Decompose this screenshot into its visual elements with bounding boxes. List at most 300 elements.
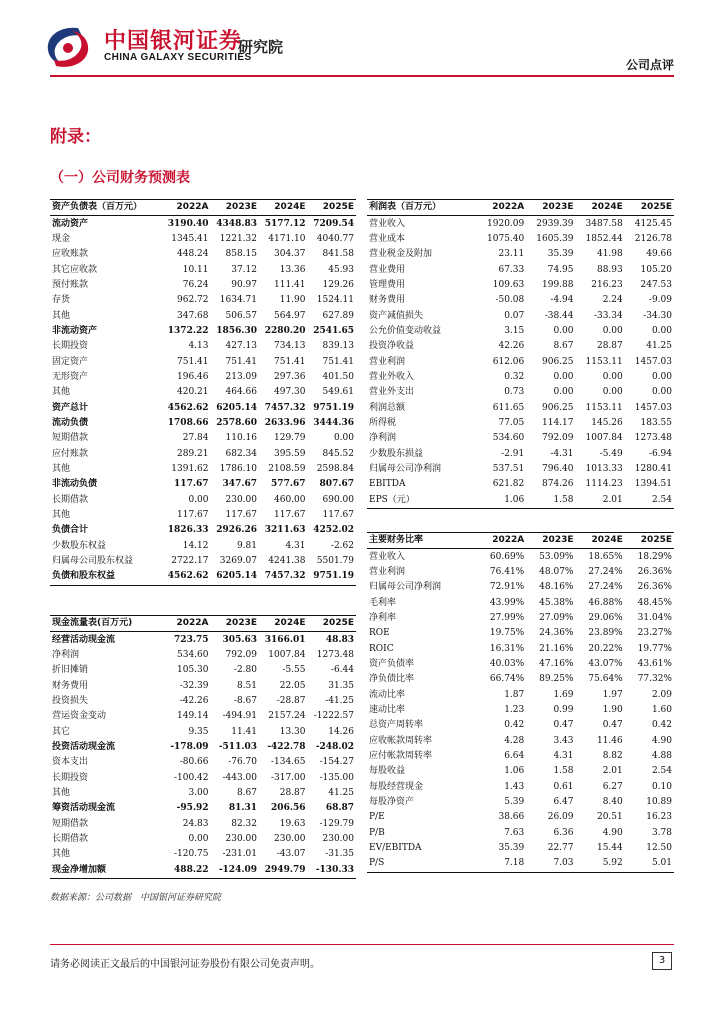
table-cell: 15.44	[596, 843, 623, 854]
row-label: 营业税金及附加	[369, 249, 433, 260]
table-cell: 0.07	[504, 310, 525, 321]
table-row	[50, 755, 356, 770]
table-cell: 43.61%	[637, 658, 672, 669]
table-cell: 1273.48	[316, 649, 354, 660]
table-cell: 1.06	[477, 493, 526, 509]
table-cell: 81.31	[228, 803, 257, 814]
table-row	[367, 216, 674, 232]
table-cell: 464.66	[225, 387, 257, 398]
table-cell: 297.36	[274, 371, 306, 382]
table-row	[50, 278, 356, 293]
row-label: 负债和股东权益	[50, 569, 162, 585]
table-cell: 23.89%	[588, 628, 623, 639]
disclaimer-text: 请务必阅读正文最后的中国银河证券股份有限公司免责声明。	[50, 959, 320, 970]
row-label: 其他	[52, 787, 71, 798]
row-label: EPS（元）	[367, 493, 477, 509]
table-cell: 37.12	[231, 264, 257, 275]
table-cell: 4.31	[553, 750, 574, 761]
table-cell: 8.51	[236, 680, 257, 691]
table-cell: -248.02	[315, 741, 354, 752]
table-cell: -135.00	[319, 772, 354, 783]
row-label: 其它应收款	[52, 264, 98, 275]
table-cell: 497.30	[274, 387, 306, 398]
table-cell: 2578.60	[216, 417, 257, 428]
table-cell: 2157.24	[268, 711, 306, 722]
table-cell: 45.93	[328, 264, 354, 275]
table-cell: -154.27	[319, 757, 354, 768]
table-cell: 4.90	[602, 827, 623, 838]
row-label: 应收帐款周转率	[369, 735, 433, 746]
table-cell: 3.00	[188, 787, 209, 798]
financial-ratios-table	[367, 532, 674, 873]
table-cell: -38.44	[544, 310, 574, 321]
table-cell: 22.77	[547, 843, 574, 854]
table-cell: -494.91	[222, 711, 257, 722]
table-cell: 845.52	[322, 448, 354, 459]
row-label: 固定资产	[52, 356, 89, 367]
table-cell: 537.51	[492, 464, 525, 475]
row-label: 短期借款	[52, 433, 89, 444]
table-cell: 460.00	[274, 494, 306, 505]
table-cell: 12.50	[646, 843, 672, 854]
table-cell: 627.89	[322, 310, 354, 321]
table-cell: 27.24%	[588, 582, 623, 593]
table-row	[367, 718, 674, 733]
row-label: 投资净收益	[369, 341, 415, 352]
table-cell: 1013.33	[585, 464, 623, 475]
table-row	[367, 400, 674, 415]
table-row	[367, 856, 674, 872]
table-cell: 43.07%	[588, 658, 623, 669]
table-cell: 564.97	[274, 310, 306, 321]
table-cell: -50.08	[495, 295, 525, 306]
table-header-row	[367, 200, 674, 216]
table-cell: 7.03	[526, 856, 575, 872]
table-cell: -124.09	[211, 863, 260, 879]
table-cell: 1221.32	[219, 233, 257, 244]
row-label: 资产负债率	[369, 658, 415, 669]
table-cell: 0.00	[553, 387, 574, 398]
table-cell: 16.23	[646, 812, 672, 823]
table-cell: 621.82	[492, 479, 525, 490]
table-cell: 1394.51	[634, 479, 672, 490]
table-row	[367, 733, 674, 748]
table-cell: 4.88	[651, 750, 672, 761]
table-cell: -43.07	[276, 849, 306, 860]
table-cell: 4.28	[504, 735, 525, 746]
table-title: 主要财务比率	[367, 533, 477, 549]
table-cell: 6.27	[602, 781, 623, 792]
column-header: 2025E	[625, 200, 674, 216]
row-label: 现金净增加额	[50, 863, 162, 879]
table-row	[367, 687, 674, 702]
table-row	[50, 816, 356, 831]
table-cell: -8.67	[233, 695, 257, 706]
table-cell: 19.63	[279, 818, 306, 829]
table-title: 利润表（百万元）	[367, 200, 477, 216]
table-cell: 1153.11	[585, 356, 623, 367]
row-label: 其他	[52, 849, 71, 860]
table-cell: 199.88	[542, 279, 574, 290]
table-cell: 0.00	[602, 387, 623, 398]
table-cell: 2722.17	[171, 556, 209, 567]
table-header-row	[50, 616, 356, 632]
table-cell: 18.29%	[637, 551, 672, 562]
table-cell: 19.77%	[637, 643, 672, 654]
table-cell: -95.92	[176, 803, 209, 814]
table-cell: 145.26	[591, 417, 623, 428]
table-cell: 88.93	[596, 264, 623, 275]
row-label: 营业利润	[369, 566, 406, 577]
table-cell: 48.45%	[637, 597, 672, 608]
table-cell: 89.25%	[539, 674, 574, 685]
data-source-note: 数据来源：公司数据 中国银河证券研究院	[50, 893, 222, 903]
table-cell: 76.41%	[489, 566, 525, 577]
table-row	[367, 780, 674, 795]
table-cell: 14.26	[328, 726, 354, 737]
row-label: 长期投资	[52, 772, 89, 783]
row-label: 净利润	[369, 433, 397, 444]
table-cell: 10.89	[646, 797, 672, 808]
table-cell: 27.09%	[539, 612, 574, 623]
table-cell: 48.83	[325, 634, 354, 645]
table-cell: 117.67	[177, 510, 209, 521]
row-label: 预付账款	[52, 279, 89, 290]
table-cell: 690.00	[322, 494, 354, 505]
table-cell: 2.24	[602, 295, 623, 306]
footer-divider	[50, 944, 674, 945]
table-row	[50, 832, 356, 847]
table-header-row	[50, 200, 356, 216]
table-cell: 117.67	[322, 510, 354, 521]
table-cell: 26.36%	[637, 566, 672, 577]
table-cell: 82.32	[231, 818, 257, 829]
table-cell: -28.87	[276, 695, 306, 706]
row-label: 归属母公司净利润	[369, 582, 442, 593]
table-row	[50, 863, 356, 879]
table-cell: 1524.11	[316, 295, 354, 306]
table-cell: 2541.65	[313, 325, 354, 336]
table-row	[367, 232, 674, 247]
page-header	[0, 0, 724, 80]
galaxy-logo-icon	[42, 24, 94, 70]
row-label: 每股收益	[369, 766, 406, 777]
row-label: 营业收入	[369, 218, 406, 229]
table-cell: 347.68	[177, 310, 209, 321]
table-cell: 734.13	[274, 341, 306, 352]
table-cell: -4.31	[550, 448, 574, 459]
table-cell: 1.69	[553, 689, 574, 700]
table-cell: 206.56	[271, 803, 306, 814]
column-header: 2025E	[308, 616, 357, 632]
table-cell: 1920.09	[487, 218, 525, 229]
table-row	[367, 385, 674, 400]
table-cell: 420.21	[177, 387, 209, 398]
row-label: 净负债比率	[369, 674, 415, 685]
table-cell: 796.40	[542, 464, 574, 475]
table-cell: 230.00	[225, 494, 257, 505]
table-cell: 6.64	[504, 750, 525, 761]
table-cell: -422.78	[267, 741, 306, 752]
table-cell: 16.31%	[489, 643, 525, 654]
table-cell: 105.20	[640, 264, 672, 275]
income-statement-table	[367, 199, 674, 509]
table-row	[50, 308, 356, 323]
column-header: 2022A	[477, 533, 526, 549]
table-cell: 129.79	[274, 433, 306, 444]
table-cell: -2.91	[501, 448, 525, 459]
table-row	[50, 801, 356, 816]
table-cell: 48.16%	[539, 582, 574, 593]
row-label: 利润总额	[369, 402, 406, 413]
table-cell: 40.03%	[489, 658, 525, 669]
row-label: 经营活动现金流	[52, 634, 116, 645]
table-cell: 534.60	[177, 649, 209, 660]
table-cell: 874.26	[542, 479, 574, 490]
table-cell: 66.74%	[489, 674, 525, 685]
table-cell: 24.83	[182, 818, 209, 829]
table-cell: -120.75	[173, 849, 209, 860]
table-cell: 230.00	[225, 833, 257, 844]
row-label: 其他	[52, 387, 71, 398]
row-label: 其他	[52, 464, 71, 475]
table-cell: 27.24%	[588, 566, 623, 577]
table-cell: 3190.40	[167, 218, 209, 229]
table-row	[367, 549, 674, 565]
table-cell: 45.38%	[539, 597, 574, 608]
table-cell: 3211.63	[264, 525, 306, 536]
table-cell: 1391.62	[171, 464, 209, 475]
table-cell: 0.00	[602, 371, 623, 382]
row-label: 流动比率	[369, 689, 406, 700]
table-cell: 230.00	[274, 833, 306, 844]
table-row	[367, 703, 674, 718]
table-cell: 1856.30	[216, 325, 257, 336]
table-cell: 60.69%	[489, 551, 525, 562]
column-header: 2024E	[259, 200, 308, 216]
table-cell: 2939.39	[536, 218, 574, 229]
table-cell: 105.30	[177, 665, 209, 676]
row-label: EBITDA	[369, 479, 406, 490]
table-cell: -130.33	[308, 863, 357, 879]
row-label: 折旧摊销	[52, 665, 89, 676]
table-cell: 4171.10	[268, 233, 306, 244]
row-label: 资本支出	[52, 757, 89, 768]
table-cell: 1.58	[526, 493, 575, 509]
table-row	[50, 324, 356, 339]
table-cell: 24.36%	[539, 628, 574, 639]
table-cell: 38.66	[498, 812, 525, 823]
table-cell: 110.16	[225, 433, 257, 444]
table-cell: 9.81	[236, 540, 257, 551]
table-cell: 0.47	[553, 720, 574, 731]
page-number: 3	[652, 952, 672, 970]
section-title: （一）公司财务预测表	[50, 170, 190, 186]
row-label: 流动资产	[52, 218, 89, 229]
row-label: 应收账款	[52, 249, 89, 260]
table-cell: 230.00	[322, 833, 354, 844]
table-cell: 6.47	[553, 797, 574, 808]
table-cell: 8.67	[236, 787, 257, 798]
table-cell: 8.40	[602, 797, 623, 808]
table-cell: 906.25	[542, 402, 574, 413]
table-row	[50, 462, 356, 477]
table-cell: 3269.07	[219, 556, 257, 567]
row-label: 短期借款	[52, 818, 89, 829]
table-row	[50, 493, 356, 508]
table-cell: 9.35	[188, 726, 209, 737]
table-cell: 48.07%	[539, 566, 574, 577]
table-cell: 196.46	[177, 371, 209, 382]
row-label: 每股经营现金	[369, 781, 424, 792]
table-row	[50, 370, 356, 385]
table-cell: 23.27%	[637, 628, 672, 639]
table-cell: 577.67	[271, 479, 306, 490]
row-label: 每股净资产	[369, 797, 415, 808]
table-cell: 42.26	[498, 341, 525, 352]
row-label: 所得税	[369, 417, 397, 428]
table-cell: 109.63	[492, 279, 525, 290]
table-cell: 0.00	[188, 494, 209, 505]
table-cell: 2926.26	[216, 525, 257, 536]
table-cell: 129.26	[322, 279, 354, 290]
table-cell: 0.00	[651, 371, 672, 382]
table-cell: 0.73	[504, 387, 525, 398]
table-cell: 77.32%	[637, 674, 672, 685]
header-divider	[50, 75, 674, 77]
table-cell: 7209.54	[313, 218, 354, 229]
table-cell: 6.36	[553, 827, 574, 838]
column-header: 2023E	[211, 616, 260, 632]
table-cell: 28.87	[596, 341, 623, 352]
table-cell: 216.23	[591, 279, 623, 290]
table-cell: 41.25	[646, 341, 672, 352]
table-row	[367, 262, 674, 277]
table-row	[50, 247, 356, 262]
table-cell: 10.11	[182, 264, 209, 275]
table-cell: 3487.58	[585, 218, 623, 229]
table-row	[50, 447, 356, 462]
table-row	[367, 354, 674, 369]
table-cell: 7.63	[504, 827, 525, 838]
row-label: 营业利润	[369, 356, 406, 367]
table-cell: 4252.02	[313, 525, 354, 536]
table-cell: 27.99%	[489, 612, 525, 623]
table-cell: 5.92	[576, 856, 625, 872]
table-row	[50, 678, 356, 693]
table-row	[50, 416, 356, 431]
table-cell: 682.34	[225, 448, 257, 459]
table-row	[50, 539, 356, 554]
logo-english-name: CHINA GALAXY SECURITIES	[104, 52, 252, 63]
table-cell: 3.15	[504, 325, 525, 336]
table-cell: 7.18	[477, 856, 526, 872]
table-row	[367, 810, 674, 825]
table-cell: 401.50	[322, 371, 354, 382]
table-row	[367, 447, 674, 462]
table-cell: 1.97	[602, 689, 623, 700]
table-cell: 0.42	[504, 720, 525, 731]
row-label: P/E	[369, 812, 385, 823]
table-cell: 1075.40	[487, 233, 525, 244]
table-cell: 3166.01	[264, 634, 306, 645]
row-label: 少数股东损益	[369, 448, 424, 459]
table-cell: 1007.84	[268, 649, 306, 660]
table-cell: 4562.62	[162, 569, 211, 585]
table-cell: 8.67	[553, 341, 574, 352]
table-cell: 1372.22	[167, 325, 209, 336]
column-header: 2024E	[576, 200, 625, 216]
table-cell: 751.41	[274, 356, 306, 367]
table-cell: 0.61	[553, 781, 574, 792]
table-cell: 1153.11	[585, 402, 623, 413]
table-row	[367, 841, 674, 856]
table-cell: 49.66	[646, 249, 672, 260]
row-label: 投资活动现金流	[52, 741, 116, 752]
row-label: 现金	[52, 233, 71, 244]
table-row	[367, 493, 674, 509]
table-row	[50, 847, 356, 862]
table-cell: 1852.44	[585, 233, 623, 244]
table-row	[367, 247, 674, 262]
column-header: 2022A	[162, 200, 211, 216]
table-cell: 1007.84	[585, 433, 623, 444]
table-row	[367, 595, 674, 610]
table-cell: -6.44	[330, 665, 354, 676]
table-row	[50, 632, 356, 648]
table-row	[367, 293, 674, 308]
table-cell: 0.00	[553, 371, 574, 382]
table-cell: 0.00	[553, 325, 574, 336]
row-label: 归属母公司股东权益	[52, 556, 134, 567]
table-row	[367, 672, 674, 687]
table-cell: -5.55	[282, 665, 306, 676]
table-cell: 0.10	[651, 781, 672, 792]
table-cell: -2.80	[233, 665, 257, 676]
row-label: 营业收入	[369, 551, 406, 562]
table-row	[50, 770, 356, 785]
table-cell: 35.39	[498, 843, 525, 854]
table-row	[367, 626, 674, 641]
table-cell: 90.97	[231, 279, 257, 290]
table-cell: -6.94	[648, 448, 672, 459]
table-header-row	[367, 533, 674, 549]
table-row	[367, 477, 674, 492]
table-row	[367, 657, 674, 672]
table-cell: -80.66	[179, 757, 209, 768]
table-row	[50, 663, 356, 678]
table-cell: 1114.23	[585, 479, 623, 490]
table-row	[50, 724, 356, 739]
row-label: 管理费用	[369, 279, 406, 290]
table-cell: 1634.71	[219, 295, 257, 306]
table-cell: 6205.14	[211, 569, 260, 585]
table-cell: 3.78	[651, 827, 672, 838]
institute-label: 研究院	[238, 38, 284, 56]
table-cell: 839.13	[322, 341, 354, 352]
table-cell: 9751.19	[308, 569, 357, 585]
table-row	[50, 569, 356, 585]
table-cell: -5.49	[599, 448, 623, 459]
table-cell: 488.22	[162, 863, 211, 879]
table-cell: 5.01	[625, 856, 674, 872]
table-cell: 751.41	[225, 356, 257, 367]
table-row	[50, 232, 356, 247]
table-cell: 1.06	[504, 766, 525, 777]
row-label: P/S	[367, 856, 477, 872]
row-label: 净利润	[52, 649, 80, 660]
table-cell: 0.99	[553, 704, 574, 715]
